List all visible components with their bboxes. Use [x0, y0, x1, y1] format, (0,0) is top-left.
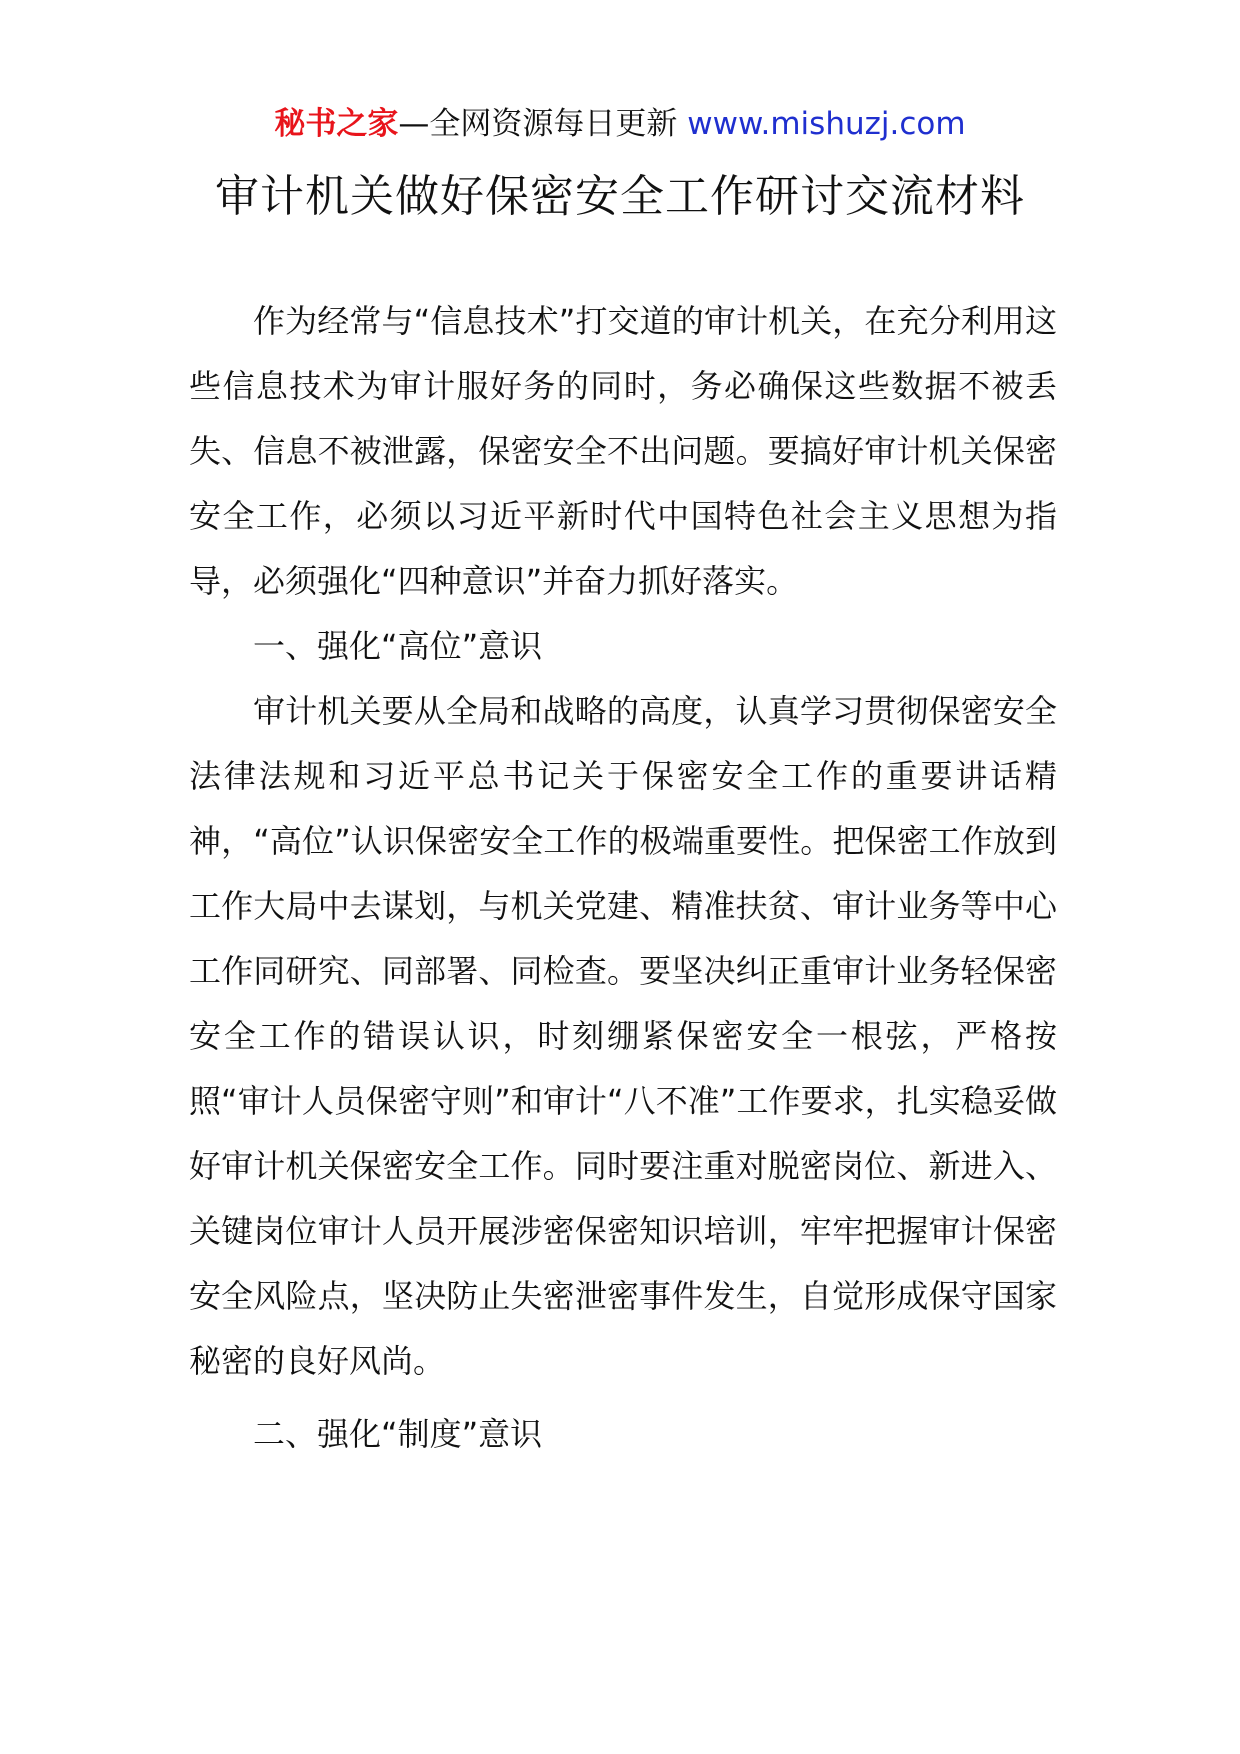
section-2-heading: 二、强化“制度”意识	[253, 1415, 543, 1453]
section-1-heading: 一、强化“高位”意识	[253, 627, 543, 665]
site-url-link[interactable]: www.mishuzj.com	[687, 106, 966, 142]
site-brand: 秘书之家	[274, 106, 399, 142]
section-1-paragraph: 审计机关要从全局和战略的高度，认真学习贯彻保密安全法律法规和习近平总书记关于保密安全工作的重要讲话精神，“高位”认识保密安全工作的极端重要性。把保密工作放到工作大局中去谋划，与机关党建、精准扶贫、审计业务等中心工作同研究、同部署、同检查。要坚决纠正重审计业务轻保密安全工作的错误认识，时刻绷紧保密安全一根弦，严格按照“审计人员保密守则”和审计“八不准”工作要求，扎实稳妥做好审计机关保密安全工作。同时要注重对脱密岗位、新进入、关键岗位审计人员开展涉密保密知识培训，牢牢把握审计保密安全风险点，坚决防止失密泄密事件发生，自觉形成保守国家秘密的良好风尚。	[189, 692, 1057, 1380]
document-title: 审计机关做好保密安全工作研讨交流材料	[215, 171, 1025, 222]
document-body	[189, 289, 1057, 1467]
site-header	[0, 104, 1240, 144]
site-tagline: —全网资源每日更新	[398, 106, 678, 142]
intro-paragraph: 作为经常与“信息技术”打交道的审计机关，在充分利用这些信息技术为审计服好务的同时，务必确保这些数据不被丢失、信息不被泄露，保密安全不出问题。要搞好审计机关保密安全工作，必须以习近平新时代中国特色社会主义思想为指导，必须强化“四种意识”并奋力抓好落实。	[189, 302, 1057, 600]
